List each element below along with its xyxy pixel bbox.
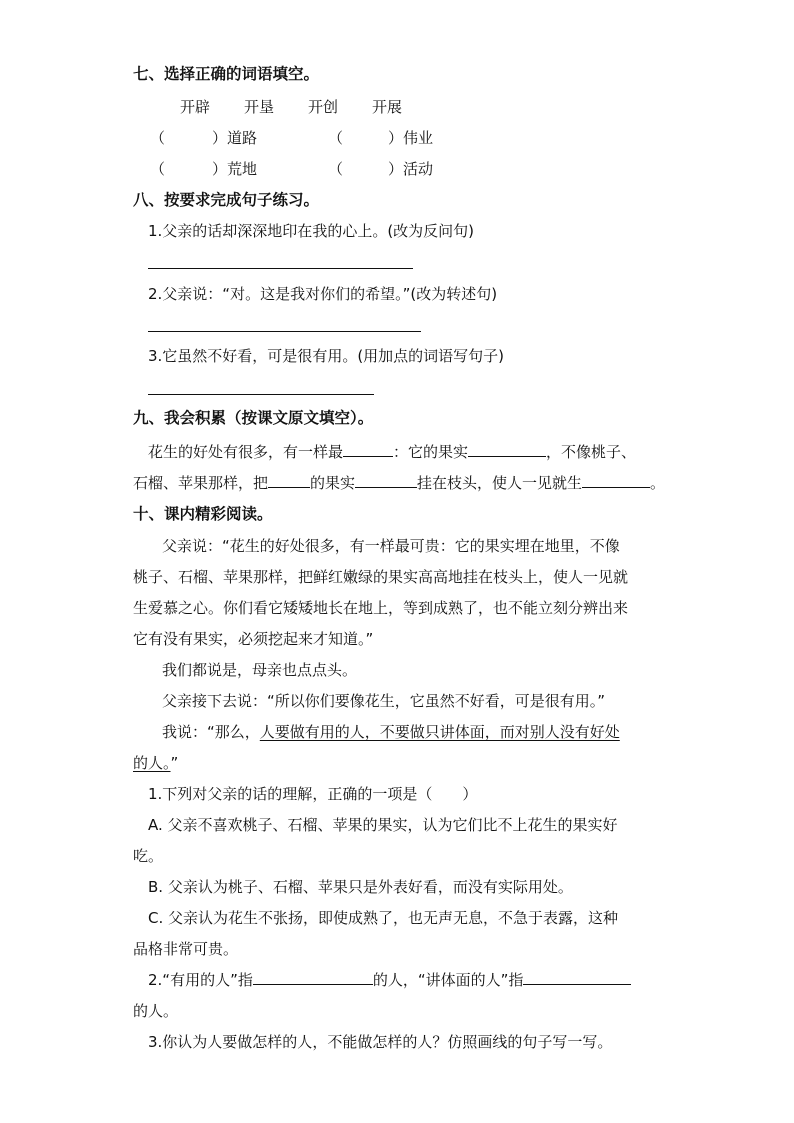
s9-text-2b: 的果实: [310, 474, 356, 492]
passage-line-8: [133, 753, 178, 773]
passage-line-4: 它有没有果实，必须挖起来才知道。”: [133, 630, 374, 648]
q2-line-2: 的人。: [133, 1002, 179, 1020]
s8-question-1: 1.父亲的话却深深地印在我的心上。(改为反问句): [148, 222, 475, 240]
s9-text-1a: 花生的好处有很多，有一样最: [148, 443, 344, 461]
underlined-sentence-end: 的人。: [133, 754, 171, 772]
fill-label-land: ）荒地: [212, 160, 258, 178]
s9-line-2: [133, 473, 665, 493]
s9-line-1: [148, 442, 636, 462]
paren-open-3: （: [150, 160, 166, 178]
section-7-title: 七、选择正确的词语填空。: [133, 65, 320, 83]
q2-text-a: 2.“有用的人”指: [148, 971, 253, 989]
option-b: B. 父亲认为桃子、石榴、苹果只是外表好看，而没有实际用处。: [148, 878, 573, 896]
passage-line-1: 父亲说：“花生的好处很多，有一样最可贵：它的果实埋在地里，不像: [162, 537, 620, 555]
fill-blank-2[interactable]: [468, 442, 546, 457]
section-9-title: 九、我会积累（按课文原文填空）。: [133, 409, 374, 427]
option-c-line-2: 品格非常可贵。: [133, 940, 239, 958]
underlined-sentence: 人要做有用的人，不要做只讲体面，而对别人没有好处: [259, 723, 620, 741]
fill-blank-6[interactable]: [253, 970, 373, 985]
option-c-line-1: C. 父亲认为花生不张扬，即使成熟了，也无声无息，不急于表露，这种: [148, 909, 619, 927]
s9-text-1b: ：它的果实: [393, 443, 469, 461]
s10-question-1: 1.下列对父亲的话的理解，正确的一项是（ ）: [148, 785, 478, 803]
word-option-1: 开辟: [180, 98, 211, 116]
s9-text-2a: 石榴、苹果那样，把: [133, 474, 269, 492]
answer-line-1[interactable]: [148, 268, 413, 269]
fill-label-cause: ）伟业: [388, 129, 434, 147]
passage-line-6: 父亲接下去说：“所以你们要像花生，它虽然不好看，可是很有用。”: [162, 692, 606, 710]
answer-line-2[interactable]: [148, 331, 421, 332]
word-option-2: 开垦: [244, 98, 275, 116]
answer-line-3[interactable]: [148, 394, 374, 395]
paren-open-2: （: [328, 129, 344, 147]
s10-question-2: [148, 970, 631, 990]
paren-open-1: （: [150, 129, 166, 147]
passage-line-5: 我们都说是，母亲也点点头。: [162, 661, 358, 679]
fill-blank-3[interactable]: [268, 473, 310, 488]
fill-label-road: ）道路: [212, 129, 258, 147]
paren-open-4: （: [328, 160, 344, 178]
passage-line-7-prefix: 我说：“那么，: [162, 723, 260, 741]
option-a-line-1: A. 父亲不喜欢桃子、石榴、苹果的果实，认为它们比不上花生的果实好: [148, 816, 618, 834]
word-option-3: 开创: [308, 98, 339, 116]
s9-text-2c: 挂在枝头，使人一见就生: [417, 474, 583, 492]
section-10-title: 十、课内精彩阅读。: [133, 505, 273, 523]
s8-question-3: 3.它虽然不好看，可是很有用。(用加点的词语写句子): [148, 347, 505, 365]
q2-text-b: 的人，“讲体面的人”指: [372, 971, 524, 989]
s9-text-1c: ，不像桃子、: [546, 443, 637, 461]
option-a-line-2: 吃。: [133, 847, 164, 865]
s9-text-2d: 。: [650, 474, 666, 492]
fill-blank-1[interactable]: [343, 442, 393, 457]
passage-line-3: 生爱慕之心。你们看它矮矮地长在地上，等到成熟了，也不能立刻分辨出来: [133, 599, 629, 617]
s8-question-2: 2.父亲说：“对。这是我对你们的希望。”(改为转述句): [148, 285, 498, 303]
fill-blank-7[interactable]: [523, 970, 631, 985]
fill-blank-5[interactable]: [582, 473, 650, 488]
fill-blank-4[interactable]: [355, 473, 417, 488]
closing-quote: ”: [170, 754, 179, 772]
s10-question-3: 3.你认为人要做怎样的人，不能做怎样的人？仿照画线的句子写一写。: [148, 1033, 613, 1051]
passage-line-2: 桃子、石榴、苹果那样，把鲜红嫩绿的果实高高地挂在枝头上，使人一见就: [133, 568, 629, 586]
word-option-4: 开展: [372, 98, 403, 116]
fill-label-activity: ）活动: [388, 160, 434, 178]
passage-line-7: [162, 722, 620, 742]
section-8-title: 八、按要求完成句子练习。: [133, 191, 320, 209]
